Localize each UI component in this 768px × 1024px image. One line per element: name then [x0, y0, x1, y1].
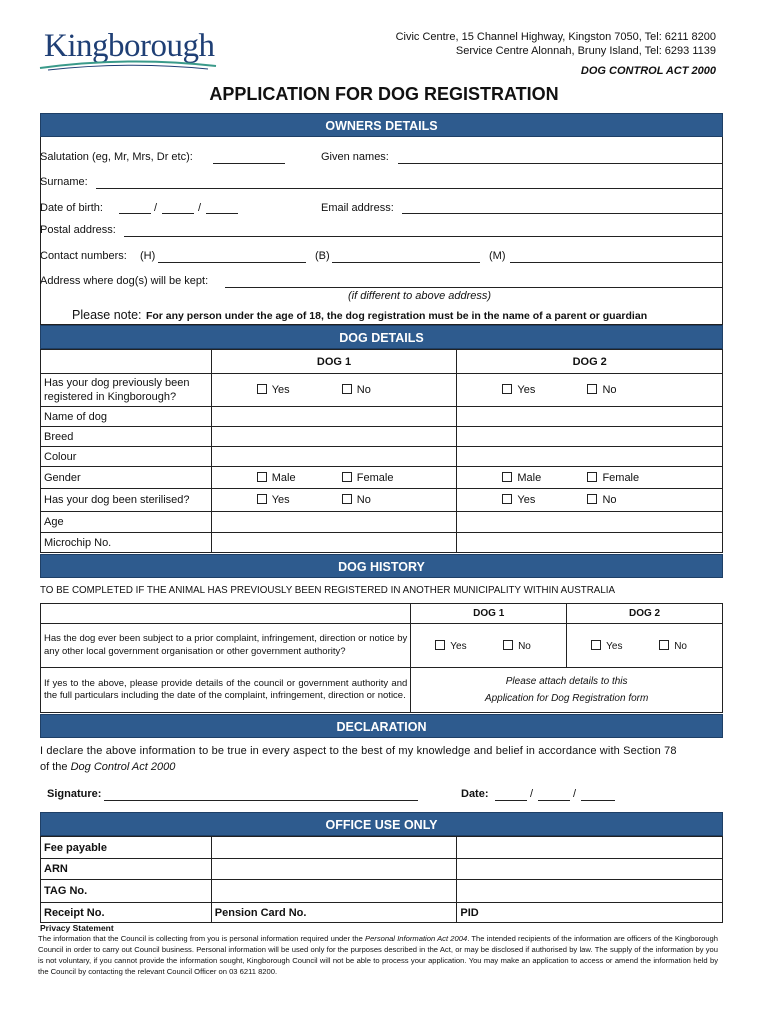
- dog2-name-field[interactable]: [457, 407, 723, 427]
- header-act: DOG CONTROL ACT 2000: [580, 65, 716, 77]
- declaration-heading: DECLARATION: [40, 714, 723, 738]
- salutation-label: Salutation (eg, Mr, Mrs, Dr etc):: [40, 151, 193, 163]
- page-title: APPLICATION FOR DOG REGISTRATION: [209, 84, 559, 104]
- dog1-age-field[interactable]: [211, 512, 457, 533]
- history-dog1-header: DOG 1: [411, 604, 567, 624]
- privacy-act: Personal Information Act 2004: [365, 934, 468, 943]
- checkbox-icon: [587, 384, 597, 394]
- contact-numbers-label: Contact numbers:: [40, 250, 127, 262]
- dob-slash-2: /: [198, 202, 202, 214]
- colour-label: Colour: [41, 447, 212, 467]
- dog2-sterilised-no[interactable]: [587, 494, 616, 506]
- dog1-name-field[interactable]: [211, 407, 457, 427]
- history-dog1-yes[interactable]: [435, 640, 500, 652]
- tag-field[interactable]: [211, 880, 457, 903]
- dog-details-table: [40, 349, 723, 553]
- history-blank-header: [41, 604, 411, 624]
- office-use-table: [40, 836, 723, 923]
- dog1-gender-female[interactable]: [342, 472, 394, 484]
- privacy-text-1: The information that the Council is collecting from you is personal information required under the: [38, 934, 363, 943]
- date-month-field[interactable]: [538, 800, 570, 801]
- signature-field[interactable]: [104, 800, 418, 801]
- dog1-breed-field[interactable]: [211, 427, 457, 447]
- attach-line-2: Application for Dog Registration form: [484, 693, 649, 704]
- yes-label: Yes: [517, 384, 536, 396]
- yes-label: Yes: [271, 494, 290, 506]
- contact-business-label: (B): [315, 250, 330, 262]
- dog2-prev-no[interactable]: [587, 384, 616, 396]
- fee-payable-label: Fee payable: [41, 837, 212, 859]
- checkbox-icon: [587, 494, 597, 504]
- yes-label: Yes: [606, 640, 623, 652]
- dob-label: Date of birth:: [40, 202, 103, 214]
- contact-mobile-field[interactable]: [510, 262, 723, 263]
- contact-mobile-label: (M): [489, 250, 506, 262]
- email-field[interactable]: [402, 213, 723, 214]
- gender-label: Gender: [41, 467, 212, 489]
- date-slash-2: /: [573, 788, 577, 800]
- checkbox-icon: [257, 384, 267, 394]
- dog2-microchip-field[interactable]: [457, 533, 723, 553]
- arn-label: ARN: [41, 859, 212, 880]
- email-label: Email address:: [321, 202, 394, 214]
- contact-home-label: (H): [140, 250, 156, 262]
- no-label: No: [356, 494, 371, 506]
- given-names-label: Given names:: [321, 151, 389, 163]
- dob-slash-1: /: [154, 202, 158, 214]
- fee-payable-field-2[interactable]: [457, 837, 723, 859]
- no-label: No: [674, 640, 687, 652]
- salutation-field[interactable]: [213, 163, 285, 164]
- checkbox-icon: [257, 472, 267, 482]
- yes-label: Yes: [450, 640, 467, 652]
- microchip-label: Microchip No.: [41, 533, 212, 553]
- receipt-label: Receipt No.: [41, 903, 212, 923]
- dog2-breed-field[interactable]: [457, 427, 723, 447]
- prior-complaint-question: Has the dog ever been subject to a prior complaint, infringement, direction or notice by any other local government organisation or other government authority?: [41, 624, 411, 668]
- dog2-colour-field[interactable]: [457, 447, 723, 467]
- female-label: Female: [356, 471, 394, 484]
- privacy-statement: [38, 933, 718, 977]
- tag-field-2[interactable]: [457, 880, 723, 903]
- history-dog1-no[interactable]: [503, 640, 531, 652]
- date-year-field[interactable]: [581, 800, 615, 801]
- no-label: No: [518, 640, 531, 652]
- male-label: Male: [271, 471, 296, 484]
- dog-kept-address-label: Address where dog(s) will be kept:: [40, 275, 209, 287]
- dog1-prev-no[interactable]: [342, 384, 371, 396]
- declaration-text-2: [40, 761, 175, 773]
- dog1-microchip-field[interactable]: [211, 533, 457, 553]
- surname-label: Surname:: [40, 176, 88, 188]
- checkbox-icon: [502, 472, 512, 482]
- dob-day-field[interactable]: [119, 213, 151, 214]
- history-dog2-header: DOG 2: [567, 604, 723, 624]
- age-label: Age: [41, 512, 212, 533]
- dog2-column-header: DOG 2: [457, 350, 723, 374]
- previously-registered-label: Has your dog previously been registered in Kingborough?: [41, 374, 212, 407]
- council-logo: Kingborough: [44, 28, 215, 64]
- header-address-line1: Civic Centre, 15 Channel Highway, Kingston 7050, Tel: 6211 8200: [395, 31, 716, 43]
- checkbox-icon: [659, 640, 669, 650]
- no-label: No: [602, 384, 617, 396]
- attach-details-note: [411, 668, 723, 713]
- pension-card-label: Pension Card No.: [211, 903, 457, 923]
- please-note-lead: Please note:: [72, 308, 142, 322]
- dog2-gender-male[interactable]: [502, 472, 584, 484]
- breed-label: Breed: [41, 427, 212, 447]
- date-day-field[interactable]: [495, 800, 527, 801]
- fee-payable-field[interactable]: [211, 837, 457, 859]
- checkbox-icon: [257, 494, 267, 504]
- please-note: [72, 306, 647, 324]
- history-intro: TO BE COMPLETED IF THE ANIMAL HAS PREVIOUSLY BEEN REGISTERED IN ANOTHER MUNICIPALITY WITHIN AUSTRALIA: [40, 585, 616, 596]
- dog2-age-field[interactable]: [457, 512, 723, 533]
- office-use-heading: OFFICE USE ONLY: [40, 812, 723, 836]
- complaint-details-question: If yes to the above, please provide details of the council or government authority and the full particulars including the date of the complaint, infringement, direction or notice.: [41, 668, 411, 713]
- dob-year-field[interactable]: [206, 213, 238, 214]
- checkbox-icon: [587, 472, 597, 482]
- postal-address-label: Postal address:: [40, 224, 116, 236]
- declaration-text-2-lead: of the: [40, 761, 68, 773]
- checkbox-icon: [342, 384, 352, 394]
- signature-label: Signature:: [47, 788, 102, 800]
- male-label: Male: [517, 471, 542, 484]
- tag-label: TAG No.: [41, 880, 212, 903]
- checkbox-icon: [502, 384, 512, 394]
- date-slash-1: /: [530, 788, 534, 800]
- checkbox-icon: [342, 472, 352, 482]
- checkbox-icon: [502, 494, 512, 504]
- no-label: No: [602, 494, 617, 506]
- arn-field[interactable]: [211, 859, 457, 880]
- dob-month-field[interactable]: [162, 213, 194, 214]
- header-address-line2: Service Centre Alonnah, Bruny Island, Tel: 6293 1139: [455, 45, 716, 57]
- dog1-gender-male[interactable]: [257, 472, 339, 484]
- checkbox-icon: [503, 640, 513, 650]
- logo-swoosh-icon: [38, 58, 218, 72]
- pid-label: PID: [457, 903, 723, 923]
- history-dog2-yes[interactable]: [591, 640, 656, 652]
- checkbox-icon: [342, 494, 352, 504]
- given-names-field[interactable]: [398, 163, 723, 164]
- checkbox-icon: [591, 640, 601, 650]
- attach-line-1: Please attach details to this: [505, 676, 628, 687]
- dog2-gender-female[interactable]: [587, 472, 639, 484]
- dog-kept-address-field[interactable]: [225, 287, 723, 288]
- date-label: Date:: [461, 788, 489, 800]
- dog1-colour-field[interactable]: [211, 447, 457, 467]
- dog2-prev-yes[interactable]: [502, 384, 584, 396]
- declaration-act: Dog Control Act 2000: [70, 761, 176, 773]
- checkbox-icon: [435, 640, 445, 650]
- yes-label: Yes: [271, 384, 290, 396]
- contact-business-field[interactable]: [332, 262, 480, 263]
- privacy-text-2: . The intended recipients of the information are officers of the Kingborough Council in order to carry out Council business. Personal information will be used only for the purposes described in the Act, or may be disclosed if authorised by law. The supply of the information by you is not voluntary, if you cannot provide the information sought, Kingborough Council will not be able to process your application. You may make an application to access or amend the information held by the Council by contacting the relevant Council Officer on 03 6211 8200.: [38, 934, 718, 976]
- declaration-text-1: I declare the above information to be true in every aspect to the best of my knowledge and belief in accordance with Section 78: [40, 745, 677, 757]
- surname-field[interactable]: [96, 188, 723, 189]
- arn-field-2[interactable]: [457, 859, 723, 880]
- privacy-title: Privacy Statement: [40, 923, 114, 933]
- dog-details-heading: DOG DETAILS: [40, 325, 723, 349]
- history-dog2-no[interactable]: [659, 640, 687, 652]
- dog-history-heading: DOG HISTORY: [40, 554, 723, 578]
- no-label: No: [356, 384, 371, 396]
- dog1-sterilised-yes[interactable]: [257, 494, 339, 506]
- yes-label: Yes: [517, 494, 536, 506]
- if-different-note: (if different to above address): [348, 290, 492, 302]
- dog-history-table: [40, 603, 723, 713]
- please-note-text: For any person under the age of 18, the dog registration must be in the name of a parent or guardian: [145, 310, 648, 322]
- dog1-prev-yes[interactable]: [257, 384, 339, 396]
- dog1-column-header: DOG 1: [211, 350, 457, 374]
- female-label: Female: [602, 471, 640, 484]
- dog1-sterilised-no[interactable]: [342, 494, 371, 506]
- contact-home-field[interactable]: [158, 262, 306, 263]
- owners-details-heading: OWNERS DETAILS: [40, 113, 723, 137]
- postal-address-field[interactable]: [124, 236, 723, 237]
- dog2-sterilised-yes[interactable]: [502, 494, 584, 506]
- dog-details-blank-header: [41, 350, 212, 374]
- dog-name-label: Name of dog: [41, 407, 212, 427]
- sterilised-label: Has your dog been sterilised?: [41, 489, 212, 512]
